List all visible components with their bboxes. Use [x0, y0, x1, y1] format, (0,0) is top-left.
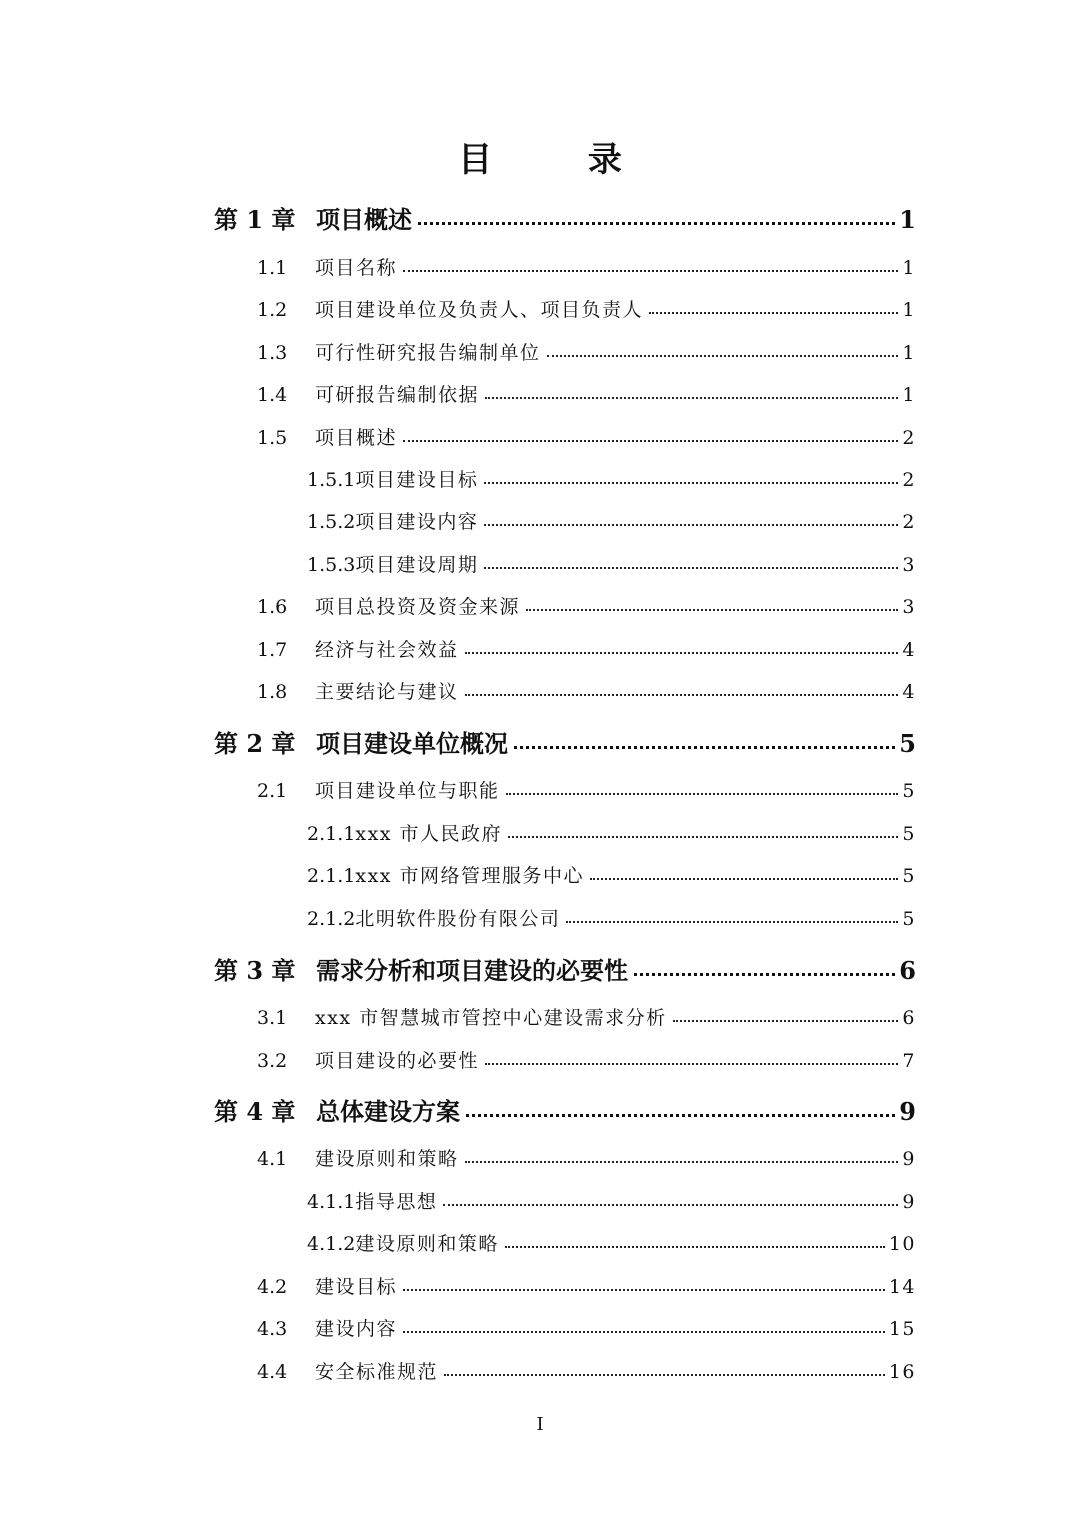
toc-entry-label: 项目建设周期 [355, 554, 479, 576]
toc-entry-page: 1 [899, 205, 916, 234]
toc-entry-section[interactable] [257, 380, 916, 407]
toc-entry-number: 1.6 [257, 596, 288, 618]
toc-entry-label: 项目建设内容 [355, 511, 479, 533]
toc-entry-label: 项目概述 [315, 427, 398, 449]
toc-entry-label: 主要结论与建议 [315, 681, 459, 703]
toc-entry-number: 2.1.1 [307, 865, 356, 887]
toc-entry-page: 10 [888, 1233, 916, 1255]
page-title: 目 录 [458, 140, 664, 180]
toc-entry-number: 4.4 [257, 1361, 288, 1383]
toc-dot-leader [465, 679, 899, 698]
toc-entry-page: 7 [902, 1050, 916, 1072]
toc-entry-number: 4.2 [257, 1276, 288, 1298]
toc-entry-label: 项目总投资及资金来源 [315, 596, 521, 618]
toc-entry-chapter[interactable] [214, 951, 916, 986]
toc-entry-section[interactable] [257, 423, 916, 450]
toc-entry-label: xxx 市智慧城市管控中心建设需求分析 [315, 1007, 667, 1029]
toc-entry-page: 2 [902, 469, 916, 491]
toc-entry-page: 4 [902, 681, 916, 703]
toc-entry-number: 4.1 [257, 1148, 288, 1170]
toc-entry-number: 1.5 [257, 427, 288, 449]
toc-entry-number: 1.5.3 [307, 554, 356, 576]
page-number: I [536, 1414, 544, 1435]
toc-entry-number: 第 1 章 [214, 205, 296, 234]
toc-dot-leader [590, 863, 898, 882]
toc-entry-label: 项目建设目标 [355, 469, 479, 491]
toc-entry-number: 1.4 [257, 384, 288, 406]
toc-entry-page: 1 [902, 299, 916, 321]
toc-dot-leader [466, 1096, 895, 1120]
toc-entry-page: 5 [902, 823, 916, 845]
toc-dot-leader [403, 425, 898, 444]
toc-entry-section[interactable] [257, 1144, 916, 1171]
toc-entry-label: 项目建设单位与职能 [315, 780, 500, 802]
toc-entry-number: 3.1 [257, 1007, 288, 1029]
toc-dot-leader [508, 821, 898, 840]
toc-entry-chapter[interactable] [214, 200, 916, 235]
toc-entry-page: 5 [902, 865, 916, 887]
toc-entry-number: 第 4 章 [214, 1097, 296, 1126]
toc-entry-page: 3 [902, 596, 916, 618]
toc-entry-label: 项目概述 [316, 205, 412, 234]
toc-entry-label: 建设原则和策略 [355, 1233, 499, 1255]
toc-entry-label: 项目建设的必要性 [315, 1050, 480, 1072]
toc-entry-page: 9 [899, 1097, 916, 1126]
toc-entry-page: 2 [902, 511, 916, 533]
toc-entry-subsection[interactable] [307, 1229, 916, 1256]
toc-entry-section[interactable] [257, 1003, 916, 1030]
toc-entry-number: 1.7 [257, 639, 288, 661]
toc-entry-page: 14 [888, 1276, 916, 1298]
toc-dot-leader [484, 552, 898, 571]
toc-dot-leader [566, 906, 898, 925]
toc-entry-section[interactable] [257, 1314, 916, 1341]
toc-dot-leader [634, 955, 895, 979]
toc-entry-page: 15 [888, 1318, 916, 1340]
toc-entry-page: 9 [902, 1148, 916, 1170]
toc-entry-number: 4.3 [257, 1318, 288, 1340]
toc-entry-label: 可研报告编制依据 [315, 384, 480, 406]
toc-entry-subsection[interactable] [307, 819, 916, 846]
toc-entry-label: 总体建设方案 [316, 1097, 460, 1126]
toc-entry-number: 1.8 [257, 681, 288, 703]
toc-dot-leader [465, 637, 899, 656]
toc-entry-number: 1.1 [257, 257, 288, 279]
toc-entry-label: 指导思想 [355, 1191, 438, 1213]
toc-dot-leader [484, 509, 898, 528]
toc-entry-number: 第 3 章 [214, 956, 296, 985]
toc-dot-leader [505, 1231, 885, 1250]
toc-dot-leader [403, 1316, 885, 1335]
toc-dot-leader [649, 297, 898, 316]
toc-entry-section[interactable] [257, 677, 916, 704]
toc-entry-section[interactable] [257, 1046, 916, 1073]
toc-entry-label: 建设内容 [315, 1318, 398, 1340]
toc-dot-leader [485, 1048, 898, 1067]
toc-entry-section[interactable] [257, 635, 916, 662]
toc-entry-number: 第 2 章 [214, 729, 296, 758]
toc-entry-page: 1 [902, 342, 916, 364]
toc-entry-number: 1.5.2 [307, 511, 356, 533]
toc-dot-leader [444, 1359, 885, 1378]
toc-entry-section[interactable] [257, 592, 916, 619]
toc-entry-chapter[interactable] [214, 724, 916, 759]
toc-dot-leader [418, 204, 895, 228]
toc-entry-number: 2.1.2 [307, 908, 356, 930]
toc-entry-page: 2 [902, 427, 916, 449]
toc-entry-page: 1 [902, 257, 916, 279]
toc-entry-subsection[interactable] [307, 507, 916, 534]
toc-entry-section[interactable] [257, 338, 916, 365]
toc-entry-subsection[interactable] [307, 904, 916, 931]
toc-entry-label: 项目名称 [315, 257, 398, 279]
toc-entry-page: 16 [888, 1361, 916, 1383]
toc-entry-page: 1 [902, 384, 916, 406]
toc-dot-leader [465, 1146, 899, 1165]
toc-entry-label: 建设原则和策略 [315, 1148, 459, 1170]
toc-entry-label: xxx 市人民政府 [355, 823, 503, 845]
toc-dot-leader [443, 1189, 898, 1208]
toc-entry-section[interactable] [257, 1357, 916, 1384]
toc-entry-label: 需求分析和项目建设的必要性 [316, 956, 628, 985]
toc-entry-page: 5 [899, 729, 916, 758]
toc-entry-chapter[interactable] [214, 1092, 916, 1127]
toc-entry-number: 4.1.2 [307, 1233, 356, 1255]
toc-entry-subsection[interactable] [307, 550, 916, 577]
toc-dot-leader [673, 1005, 899, 1024]
toc-entry-section[interactable] [257, 776, 916, 803]
toc-dot-leader [506, 778, 899, 797]
toc-entry-number: 2.1.1 [307, 823, 356, 845]
toc-entry-page: 5 [902, 908, 916, 930]
toc-entry-number: 1.2 [257, 299, 288, 321]
toc-entry-section[interactable] [257, 295, 916, 322]
toc-entry-page: 5 [902, 780, 916, 802]
toc-entry-section[interactable] [257, 1272, 916, 1299]
toc-entry-number: 1.3 [257, 342, 288, 364]
toc-entry-label: 项目建设单位概况 [316, 729, 508, 758]
toc-entry-section[interactable] [257, 253, 916, 280]
toc-entry-page: 6 [902, 1007, 916, 1029]
toc-dot-leader [484, 467, 898, 486]
toc-entry-number: 1.5.1 [307, 469, 356, 491]
toc-entry-label: 可行性研究报告编制单位 [315, 342, 541, 364]
toc-entry-number: 2.1 [257, 780, 288, 802]
toc-dot-leader [526, 594, 898, 613]
toc-dot-leader [547, 340, 899, 359]
toc-entry-page: 3 [902, 554, 916, 576]
toc-entry-label: 项目建设单位及负责人、项目负责人 [315, 299, 644, 321]
toc-entry-label: 安全标准规范 [315, 1361, 439, 1383]
toc-entry-page: 4 [902, 639, 916, 661]
toc-entry-label: xxx 市网络管理服务中心 [355, 865, 585, 887]
toc-entry-number: 4.1.1 [307, 1191, 356, 1213]
toc-entry-label: 北明软件股份有限公司 [355, 908, 561, 930]
toc-entry-label: 建设目标 [315, 1276, 398, 1298]
toc-entry-subsection[interactable] [307, 861, 916, 888]
toc-dot-leader [403, 255, 898, 274]
toc-entry-label: 经济与社会效益 [315, 639, 459, 661]
toc-entry-page: 6 [899, 956, 916, 985]
toc-entry-subsection[interactable] [307, 1187, 916, 1214]
toc-entry-subsection[interactable] [307, 465, 916, 492]
toc-dot-leader [514, 728, 895, 752]
toc-dot-leader [485, 382, 898, 401]
toc-dot-leader [403, 1274, 885, 1293]
toc-entry-page: 9 [902, 1191, 916, 1213]
toc-entry-number: 3.2 [257, 1050, 288, 1072]
